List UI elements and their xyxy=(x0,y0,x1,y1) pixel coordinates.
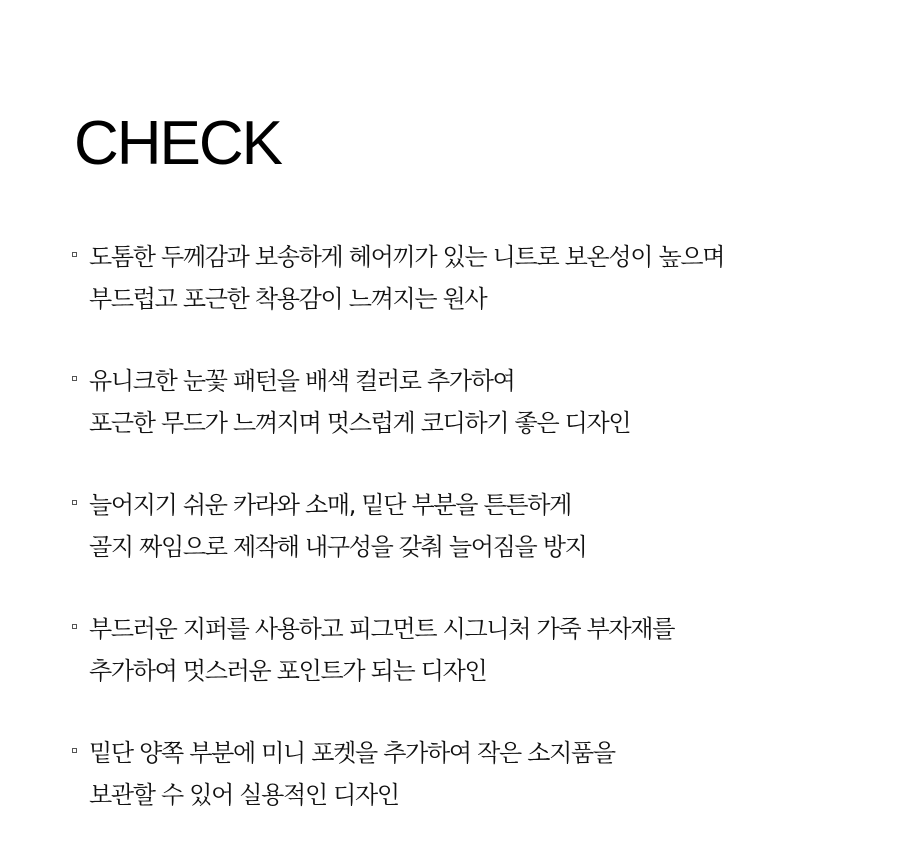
check-item-line: 늘어지기 쉬운 카라와 소매, 밑단 부분을 튼튼하게 xyxy=(89,491,571,519)
check-item-line: 도톰한 두께감과 보송하게 헤어끼가 있는 니트로 보온성이 높으며 xyxy=(89,243,725,271)
square-bullet-icon xyxy=(72,500,77,505)
square-bullet-icon xyxy=(72,748,77,753)
page-title: CHECK xyxy=(74,109,282,178)
check-item-line: 밑단 양쪽 부분에 미니 포켓을 추가하여 작은 소지품을 xyxy=(89,739,615,767)
check-item-line: 부드러운 지퍼를 사용하고 피그먼트 시그니처 가죽 부자재를 xyxy=(89,615,675,643)
check-item-line: 부드럽고 포근한 착용감이 느껴지는 원사 xyxy=(89,285,487,313)
square-bullet-icon xyxy=(72,252,77,257)
check-item xyxy=(72,608,872,692)
check-item-line: 추가하여 멋스러운 포인트가 되는 디자인 xyxy=(89,657,487,685)
check-item-line: 보관할 수 있어 실용적인 디자인 xyxy=(89,781,399,809)
square-bullet-icon xyxy=(72,376,77,381)
check-item-line: 포근한 무드가 느껴지며 멋스럽게 코디하기 좋은 디자인 xyxy=(89,409,631,437)
check-item-line: 골지 짜임으로 제작해 내구성을 갖춰 늘어짐을 방지 xyxy=(89,533,587,561)
check-item xyxy=(72,732,872,816)
check-list xyxy=(72,236,872,856)
check-item-line: 유니크한 눈꽃 패턴을 배색 컬러로 추가하여 xyxy=(89,367,515,395)
square-bullet-icon xyxy=(72,624,77,629)
check-item xyxy=(72,236,872,320)
check-item xyxy=(72,360,872,444)
check-item xyxy=(72,484,872,568)
